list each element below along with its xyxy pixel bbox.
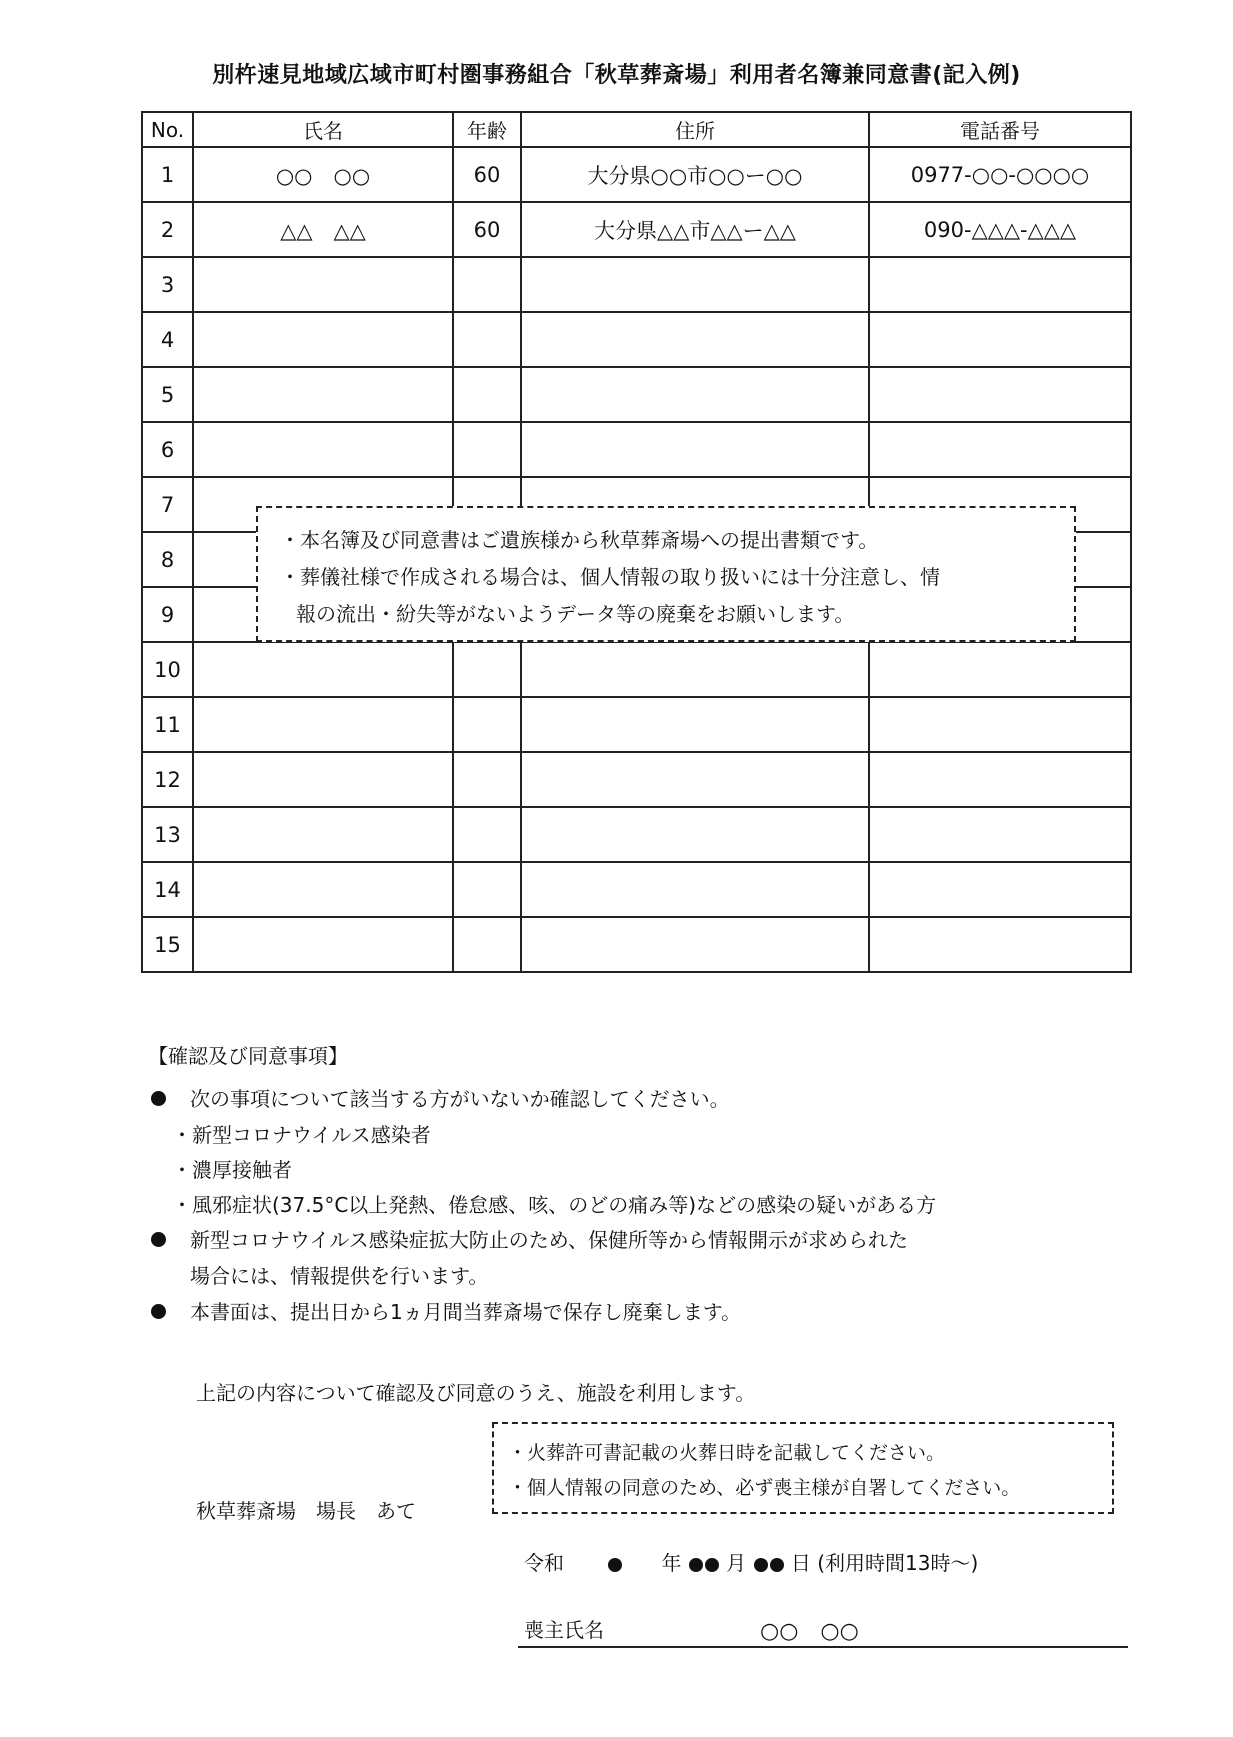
filled-circle-icon [754, 1558, 768, 1572]
bullet-icon [151, 1232, 166, 1247]
signature-underline [518, 1646, 1128, 1648]
cell-address[interactable] [521, 862, 869, 917]
cell-age[interactable] [453, 697, 521, 752]
table-row [142, 147, 1131, 202]
table-row [142, 752, 1131, 807]
col-header-name: 氏名 [193, 112, 453, 147]
date-note: (利用時間13時～) [817, 1551, 979, 1575]
cell-address[interactable] [521, 917, 869, 972]
cell-name[interactable]: △△ △△ [193, 202, 453, 257]
addressee: 秋草葬斎場 場長 あて [196, 1499, 416, 1523]
cell-age[interactable] [453, 367, 521, 422]
cell-phone[interactable] [869, 917, 1131, 972]
table-row [142, 697, 1131, 752]
cell-name[interactable] [193, 367, 453, 422]
date-month: 月 [726, 1551, 747, 1575]
cell-name[interactable] [193, 917, 453, 972]
bullet-icon [151, 1304, 166, 1319]
cell-name[interactable] [193, 807, 453, 862]
cell-phone[interactable]: 090-△△△-△△△ [869, 202, 1131, 257]
consent-sub-item: ・濃厚接触者 [172, 1158, 292, 1182]
col-header-age: 年齢 [453, 112, 521, 147]
cell-no: 2 [142, 202, 193, 257]
cell-no: 6 [142, 422, 193, 477]
date-era: 令和 [524, 1551, 564, 1575]
cell-age[interactable]: 60 [453, 147, 521, 202]
consent-item-3: 本書面は、提出日から1ヵ月間当葬斎場で保存し廃棄します。 [190, 1300, 742, 1324]
cell-phone[interactable] [869, 422, 1131, 477]
date-line [524, 1547, 978, 1576]
cell-name[interactable] [193, 422, 453, 477]
table-row [142, 917, 1131, 972]
cell-no: 4 [142, 312, 193, 367]
filled-circle-icon [689, 1558, 703, 1572]
table-row [142, 257, 1131, 312]
cell-address[interactable] [521, 642, 869, 697]
cell-no: 15 [142, 917, 193, 972]
cell-age[interactable] [453, 752, 521, 807]
cell-address[interactable] [521, 807, 869, 862]
cell-phone[interactable] [869, 367, 1131, 422]
cell-name[interactable]: ○○ ○○ [193, 147, 453, 202]
cell-age[interactable] [453, 257, 521, 312]
cell-no: 9 [142, 587, 193, 642]
consent-item-2: 新型コロナウイルス感染症拡大防止のため、保健所等から情報開示が求められた [190, 1228, 908, 1252]
cell-no: 12 [142, 752, 193, 807]
cell-no: 7 [142, 477, 193, 532]
date-year: 年 [661, 1551, 682, 1575]
cell-name[interactable] [193, 312, 453, 367]
cell-address[interactable]: 大分県○○市○○ー○○ [521, 147, 869, 202]
notice-box-roster [256, 506, 1076, 642]
cell-no: 11 [142, 697, 193, 752]
cell-address[interactable]: 大分県△△市△△ー△△ [521, 202, 869, 257]
cell-age[interactable]: 60 [453, 202, 521, 257]
notice-line: ・個人情報の同意のため、必ず喪主様が自署してください。 [508, 1477, 1021, 1499]
cell-phone[interactable] [869, 862, 1131, 917]
cell-phone[interactable] [869, 752, 1131, 807]
cell-phone[interactable] [869, 807, 1131, 862]
cell-age[interactable] [453, 312, 521, 367]
cell-phone[interactable] [869, 312, 1131, 367]
table-row [142, 642, 1131, 697]
cell-age[interactable] [453, 917, 521, 972]
consent-item-2-cont: 場合には、情報提供を行います。 [190, 1264, 489, 1288]
notice-line: ・葬儀社様で作成される場合は、個人情報の取り扱いには十分注意し、情 [280, 565, 940, 589]
cell-phone[interactable]: 0977-○○-○○○○ [869, 147, 1131, 202]
notice-line: ・火葬許可書記載の火葬日時を記載してください。 [508, 1442, 946, 1464]
filled-circle-icon [608, 1558, 622, 1572]
cell-address[interactable] [521, 422, 869, 477]
cell-name[interactable] [193, 697, 453, 752]
cell-no: 3 [142, 257, 193, 312]
table-header-row [142, 112, 1131, 147]
table-row [142, 862, 1131, 917]
filled-circle-icon [770, 1558, 784, 1572]
col-header-phone: 電話番号 [869, 112, 1131, 147]
cell-no: 1 [142, 147, 193, 202]
table-row [142, 422, 1131, 477]
cell-address[interactable] [521, 752, 869, 807]
table-row [142, 367, 1131, 422]
cell-age[interactable] [453, 642, 521, 697]
notice-line: 報の流出・紛失等がないようデータ等の廃棄をお願いします。 [296, 602, 855, 626]
cell-no: 13 [142, 807, 193, 862]
notice-line: ・本名簿及び同意書はご遺族様から秋草葬斎場への提出書類です。 [280, 528, 879, 552]
notice-box-signature [492, 1422, 1114, 1514]
cell-age[interactable] [453, 807, 521, 862]
filled-circle-icon [705, 1558, 719, 1572]
signature-label: 喪主氏名 [524, 1618, 604, 1642]
consent-sub-item: ・風邪症状(37.5°C以上発熱、倦怠感、咳、のどの痛み等)などの感染の疑いがある方 [172, 1193, 937, 1217]
consent-heading: 【確認及び同意事項】 [148, 1044, 348, 1068]
consent-sub-item: ・新型コロナウイルス感染者 [172, 1123, 431, 1147]
table-row [142, 202, 1131, 257]
cell-address[interactable] [521, 312, 869, 367]
cell-no: 5 [142, 367, 193, 422]
cell-name[interactable] [193, 752, 453, 807]
cell-name[interactable] [193, 642, 453, 697]
cell-phone[interactable] [869, 697, 1131, 752]
cell-no: 8 [142, 532, 193, 587]
consent-item-1: 次の事項について該当する方がいないか確認してください。 [190, 1087, 730, 1111]
cell-address[interactable] [521, 257, 869, 312]
cell-age[interactable] [453, 862, 521, 917]
col-header-no: No. [142, 112, 193, 147]
cell-no: 14 [142, 862, 193, 917]
cell-address[interactable] [521, 697, 869, 752]
cell-address[interactable] [521, 367, 869, 422]
document-title: 別杵速見地域広域市町村圏事務組合「秋草葬斎場」利用者名簿兼同意書(記入例) [212, 63, 1021, 88]
bullet-icon [151, 1091, 166, 1106]
cell-phone[interactable] [869, 257, 1131, 312]
cell-name[interactable] [193, 862, 453, 917]
date-day: 日 [790, 1551, 811, 1575]
cell-no: 10 [142, 642, 193, 697]
table-row [142, 807, 1131, 862]
signature-name[interactable]: ○○ ○○ [760, 1619, 859, 1644]
table-row [142, 312, 1131, 367]
col-header-address: 住所 [521, 112, 869, 147]
cell-age[interactable] [453, 422, 521, 477]
cell-phone[interactable] [869, 642, 1131, 697]
cell-name[interactable] [193, 257, 453, 312]
agreement-statement: 上記の内容について確認及び同意のうえ、施設を利用します。 [196, 1381, 756, 1405]
